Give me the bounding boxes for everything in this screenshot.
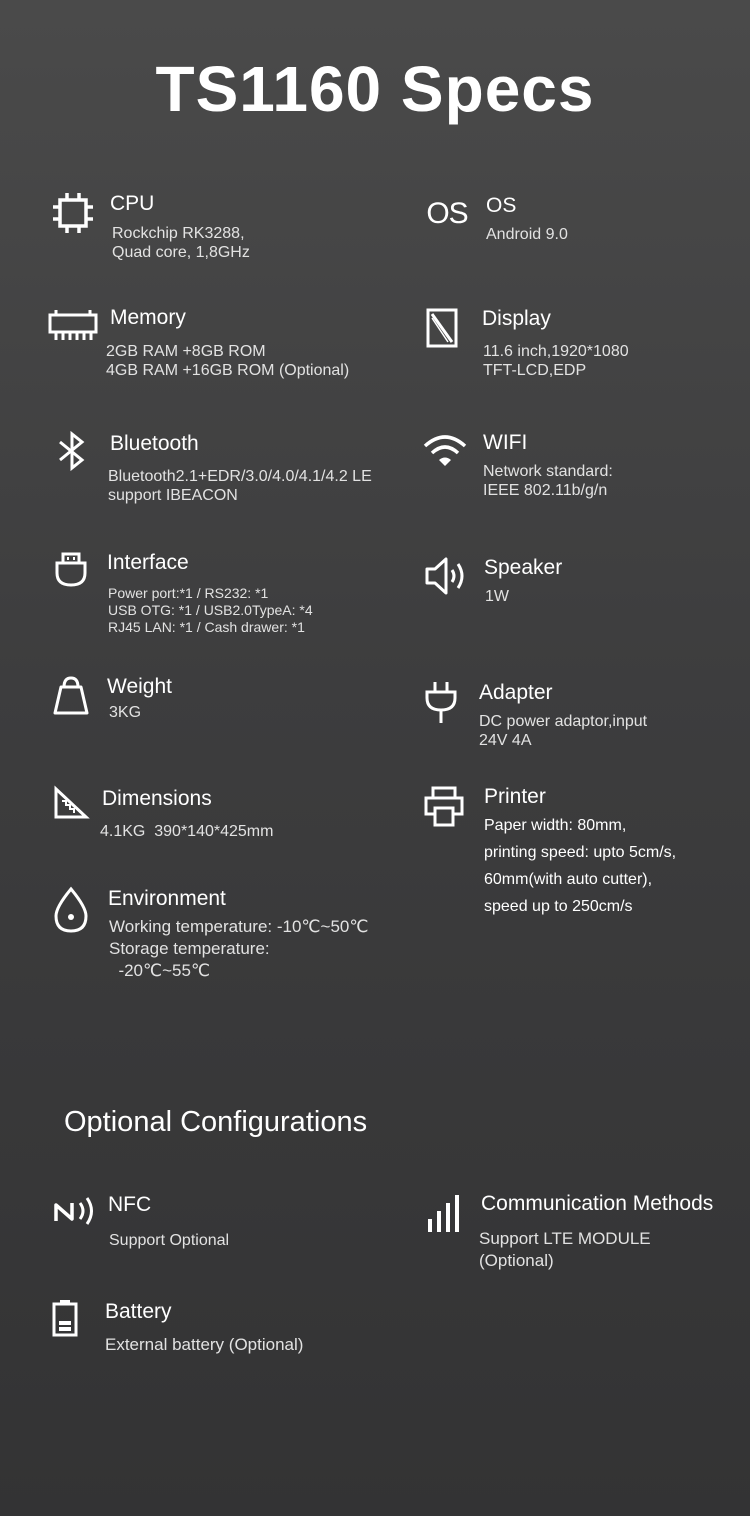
spec-dimensions-value: 4.1KG 390*140*425mm [100,823,274,840]
spec-weight-value: 3KG [109,704,142,721]
spec-environment-value: Working temperature: -10℃~50℃ Storage temperature: -20℃~55℃ [109,917,369,980]
spec-display-value: 11.6 inch,1920*1080 TFT-LCD,EDP [483,343,629,379]
spec-environment [52,886,402,986]
spec-printer-value: Paper width: 80mm, printing speed: upto 5cm/s, 60mm(with auto cutter), speed up to 250cm/s [484,817,677,915]
optional-battery [52,1298,382,1368]
spec-dimensions-label: Dimensions [102,787,212,810]
spec-interface-label: Interface [107,551,189,574]
spec-weight-label: Weight [107,675,172,698]
display-icon [425,306,459,350]
spec-cpu-value: Rockchip RK3288, Quad core, 1,8GHz [112,225,250,261]
spec-interface-value: Power port:*1 / RS232: *1 USB OTG: *1 / USB2.0TypeA: *4 RJ45 LAN: *1 / Cash drawer: *1 [108,585,313,635]
spec-os-value: Android 9.0 [486,226,568,243]
usb-port-icon [54,549,88,589]
speaker-icon [424,554,470,598]
battery-icon [52,1298,78,1338]
spec-cpu-label: CPU [110,192,155,215]
spec-wifi-value: Network standard: IEEE 802.11b/g/n [483,463,613,499]
page-title: TS1160 Specs [155,53,595,125]
nfc-icon [52,1191,98,1231]
signal-bars-icon [426,1190,462,1234]
printer-icon [424,784,464,828]
spec-weight [52,673,382,743]
spec-display [425,306,745,386]
spec-os-label: OS [486,194,517,217]
spec-adapter-value: DC power adaptor,input 24V 4A [479,713,648,749]
optional-battery-value: External battery (Optional) [105,1335,304,1354]
spec-adapter [424,679,744,749]
optional-nfc [52,1191,382,1261]
plug-icon [424,679,458,725]
spec-memory-value: 2GB RAM +8GB ROM 4GB RAM +16GB ROM (Optional) [106,343,350,379]
spec-speaker-label: Speaker [484,556,563,579]
bluetooth-icon [55,431,89,471]
optional-communication-value: Support LTE MODULE (Optional) [479,1229,651,1270]
spec-cpu [50,190,380,270]
spec-speaker [424,554,744,614]
spec-bluetooth [55,431,415,511]
ruler-triangle-icon [53,786,89,820]
spec-adapter-label: Adapter [479,681,553,704]
optional-communication [426,1190,746,1280]
spec-interface [54,549,394,639]
wifi-icon [422,430,468,470]
spec-wifi [422,430,742,510]
spec-bluetooth-label: Bluetooth [110,432,199,455]
optional-section-title: Optional Configurations [64,1106,368,1138]
spec-wifi-label: WIFI [483,431,528,454]
spec-printer-label: Printer [484,785,546,808]
spec-speaker-value: 1W [485,588,509,605]
cpu-icon [50,190,96,236]
spec-memory-label: Memory [110,306,186,329]
spec-memory [48,306,398,386]
water-drop-icon [52,886,90,934]
weight-bag-icon [52,673,90,717]
optional-communication-label: Communication Methods [481,1192,714,1215]
optional-nfc-value: Support Optional [109,1232,230,1249]
memory-chip-icon [48,306,98,344]
optional-battery-label: Battery [105,1300,172,1323]
spec-printer [424,784,744,924]
spec-environment-label: Environment [108,887,226,910]
spec-os [423,192,743,262]
os-icon: OS [426,197,468,230]
spec-dimensions [53,786,383,856]
spec-bluetooth-value: Bluetooth2.1+EDR/3.0/4.0/4.1/4.2 LE support IBEACON [108,468,372,504]
optional-nfc-label: NFC [108,1193,152,1216]
spec-display-label: Display [482,307,551,330]
